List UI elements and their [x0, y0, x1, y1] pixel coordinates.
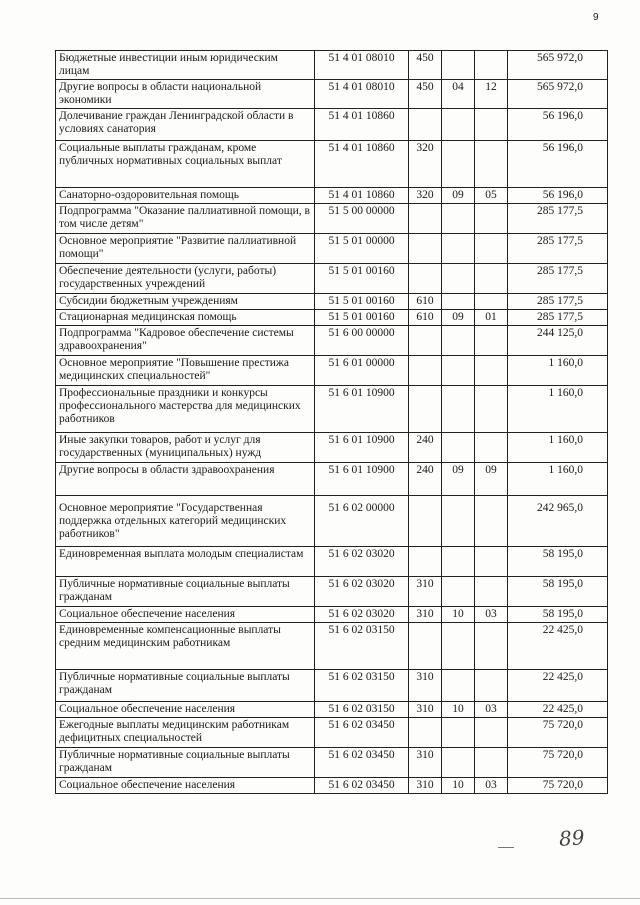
row-name: Стационарная медицинская помощь — [56, 310, 315, 326]
row-section — [442, 496, 475, 547]
table-row — [56, 188, 608, 204]
row-section — [442, 670, 475, 702]
row-name: Подпрограмма "Оказание паллиативной помощи, в том числе детям" — [56, 204, 315, 234]
row-name: Долечивание граждан Ленинградской области в условиях санатория — [56, 109, 315, 141]
row-section — [442, 51, 475, 80]
row-expense-type: 610 — [409, 294, 442, 310]
row-subsection — [475, 356, 508, 386]
page-number: 9 — [593, 12, 599, 23]
row-expense-type — [409, 623, 442, 670]
row-expense-type: 310 — [409, 577, 442, 607]
row-name: Иные закупки товаров, работ и услуг для государственных (муниципальных) нужд — [56, 433, 315, 463]
row-amount: 56 196,0 — [508, 109, 608, 141]
table-row — [56, 748, 608, 778]
row-expense-type — [409, 718, 442, 748]
table-row — [56, 80, 608, 109]
row-subsection: 09 — [475, 463, 508, 496]
row-target-code: 51 4 01 10860 — [315, 141, 409, 188]
row-expense-type — [409, 547, 442, 577]
row-amount: 285 177,5 — [508, 310, 608, 326]
row-target-code: 51 6 02 03150 — [315, 670, 409, 702]
row-amount: 56 196,0 — [508, 188, 608, 204]
row-amount: 75 720,0 — [508, 778, 608, 794]
row-amount: 56 196,0 — [508, 141, 608, 188]
row-expense-type: 310 — [409, 778, 442, 794]
row-section — [442, 718, 475, 748]
row-name: Социальные выплаты гражданам, кроме публичных нормативных социальных выплат — [56, 141, 315, 188]
table-row — [56, 204, 608, 234]
row-expense-type — [409, 356, 442, 386]
table-row — [56, 356, 608, 386]
row-target-code: 51 5 01 00160 — [315, 310, 409, 326]
row-name: Единовременная выплата молодым специалистам — [56, 547, 315, 577]
row-name: Основное мероприятие "Развитие паллиативной помощи" — [56, 234, 315, 264]
row-amount: 244 125,0 — [508, 326, 608, 356]
row-subsection — [475, 496, 508, 547]
table-row — [56, 577, 608, 607]
row-name: Публичные нормативные социальные выплаты гражданам — [56, 670, 315, 702]
row-expense-type — [409, 264, 442, 294]
row-target-code: 51 5 00 00000 — [315, 204, 409, 234]
row-subsection — [475, 577, 508, 607]
table-row — [56, 234, 608, 264]
budget-table — [55, 50, 608, 794]
row-section — [442, 109, 475, 141]
row-amount: 58 195,0 — [508, 607, 608, 623]
row-amount: 1 160,0 — [508, 463, 608, 496]
row-section — [442, 386, 475, 433]
page-bottom-edge — [0, 898, 640, 899]
row-expense-type: 450 — [409, 80, 442, 109]
row-target-code: 51 4 01 10860 — [315, 188, 409, 204]
row-target-code: 51 6 02 03150 — [315, 702, 409, 718]
row-expense-type — [409, 386, 442, 433]
row-amount: 58 195,0 — [508, 547, 608, 577]
row-amount: 285 177,5 — [508, 204, 608, 234]
row-target-code: 51 6 02 00000 — [315, 496, 409, 547]
row-subsection — [475, 109, 508, 141]
row-expense-type — [409, 109, 442, 141]
row-name: Субсидии бюджетным учреждениям — [56, 294, 315, 310]
row-section — [442, 141, 475, 188]
row-name: Бюджетные инвестиции иным юридическим лицам — [56, 51, 315, 80]
row-target-code: 51 5 01 00000 — [315, 234, 409, 264]
row-section: 10 — [442, 607, 475, 623]
row-amount: 75 720,0 — [508, 748, 608, 778]
row-expense-type: 310 — [409, 670, 442, 702]
row-amount: 22 425,0 — [508, 702, 608, 718]
row-subsection — [475, 386, 508, 433]
table-row — [56, 718, 608, 748]
row-name: Публичные нормативные социальные выплаты гражданам — [56, 748, 315, 778]
row-subsection — [475, 51, 508, 80]
row-section: 10 — [442, 778, 475, 794]
table-row — [56, 463, 608, 496]
row-section: 09 — [442, 463, 475, 496]
row-amount: 285 177,5 — [508, 294, 608, 310]
row-target-code: 51 6 01 00000 — [315, 356, 409, 386]
row-target-code: 51 6 02 03450 — [315, 718, 409, 748]
row-section — [442, 204, 475, 234]
table-row — [56, 547, 608, 577]
row-section — [442, 577, 475, 607]
row-amount: 285 177,5 — [508, 264, 608, 294]
row-amount: 285 177,5 — [508, 234, 608, 264]
row-name: Другие вопросы в области здравоохранения — [56, 463, 315, 496]
row-target-code: 51 4 01 08010 — [315, 80, 409, 109]
table-row — [56, 496, 608, 547]
row-name: Социальное обеспечение населения — [56, 778, 315, 794]
row-subsection: 01 — [475, 310, 508, 326]
row-section: 04 — [442, 80, 475, 109]
row-subsection — [475, 547, 508, 577]
row-section — [442, 234, 475, 264]
row-amount: 242 965,0 — [508, 496, 608, 547]
row-subsection: 03 — [475, 778, 508, 794]
row-subsection — [475, 718, 508, 748]
row-expense-type: 320 — [409, 188, 442, 204]
table-row — [56, 326, 608, 356]
row-expense-type: 450 — [409, 51, 442, 80]
row-name: Ежегодные выплаты медицинским работникам дефицитных специальностей — [56, 718, 315, 748]
table-row — [56, 386, 608, 433]
row-expense-type: 310 — [409, 748, 442, 778]
row-section — [442, 748, 475, 778]
row-amount: 1 160,0 — [508, 356, 608, 386]
table-row — [56, 51, 608, 80]
row-target-code: 51 6 02 03450 — [315, 748, 409, 778]
row-section — [442, 264, 475, 294]
row-expense-type — [409, 234, 442, 264]
row-target-code: 51 6 01 10900 — [315, 386, 409, 433]
row-target-code: 51 5 01 00160 — [315, 294, 409, 310]
row-amount: 22 425,0 — [508, 670, 608, 702]
row-subsection — [475, 670, 508, 702]
handwritten-page-mark: 89 — [558, 825, 586, 851]
row-section — [442, 294, 475, 310]
row-subsection — [475, 204, 508, 234]
row-target-code: 51 4 01 08010 — [315, 51, 409, 80]
scan-mark-dash — [498, 847, 514, 848]
row-amount: 58 195,0 — [508, 577, 608, 607]
row-subsection: 12 — [475, 80, 508, 109]
table-row — [56, 294, 608, 310]
row-name: Единовременные компенсационные выплаты средним медицинским работникам — [56, 623, 315, 670]
table-row — [56, 141, 608, 188]
row-subsection — [475, 234, 508, 264]
row-name: Социальное обеспечение населения — [56, 702, 315, 718]
row-subsection — [475, 294, 508, 310]
row-expense-type: 240 — [409, 463, 442, 496]
row-target-code: 51 6 01 10900 — [315, 463, 409, 496]
row-name: Социальное обеспечение населения — [56, 607, 315, 623]
table-row — [56, 264, 608, 294]
table-row — [56, 702, 608, 718]
row-target-code: 51 6 02 03450 — [315, 778, 409, 794]
row-expense-type: 310 — [409, 702, 442, 718]
row-section — [442, 356, 475, 386]
row-amount: 22 425,0 — [508, 623, 608, 670]
row-subsection: 03 — [475, 607, 508, 623]
row-amount: 565 972,0 — [508, 51, 608, 80]
row-name: Профессиональные праздники и конкурсы профессионального мастерства для медицинских работников — [56, 386, 315, 433]
row-name: Основное мероприятие "Повышение престижа медицинских специальностей" — [56, 356, 315, 386]
row-section: 09 — [442, 310, 475, 326]
row-name: Публичные нормативные социальные выплаты гражданам — [56, 577, 315, 607]
row-amount: 75 720,0 — [508, 718, 608, 748]
row-expense-type — [409, 326, 442, 356]
row-expense-type: 240 — [409, 433, 442, 463]
row-subsection — [475, 748, 508, 778]
row-section — [442, 547, 475, 577]
row-target-code: 51 6 01 10900 — [315, 433, 409, 463]
row-target-code: 51 6 02 03020 — [315, 607, 409, 623]
table-row — [56, 310, 608, 326]
row-expense-type — [409, 204, 442, 234]
table-row — [56, 433, 608, 463]
row-target-code: 51 4 01 10860 — [315, 109, 409, 141]
row-name: Санаторно-оздоровительная помощь — [56, 188, 315, 204]
row-section — [442, 433, 475, 463]
row-subsection: 05 — [475, 188, 508, 204]
row-expense-type: 320 — [409, 141, 442, 188]
row-subsection — [475, 623, 508, 670]
row-target-code: 51 6 02 03020 — [315, 547, 409, 577]
row-subsection — [475, 141, 508, 188]
row-expense-type: 610 — [409, 310, 442, 326]
row-amount: 1 160,0 — [508, 433, 608, 463]
table-row — [56, 109, 608, 141]
table-row — [56, 623, 608, 670]
row-amount: 565 972,0 — [508, 80, 608, 109]
row-amount: 1 160,0 — [508, 386, 608, 433]
row-name: Подпрограмма "Кадровое обеспечение системы здравоохранения" — [56, 326, 315, 356]
row-subsection — [475, 264, 508, 294]
table-row — [56, 607, 608, 623]
row-name: Основное мероприятие "Государственная поддержка отдельных категорий медицинских работников" — [56, 496, 315, 547]
table-row — [56, 778, 608, 794]
table-row — [56, 670, 608, 702]
row-subsection — [475, 326, 508, 356]
row-name: Другие вопросы в области национальной экономики — [56, 80, 315, 109]
row-section: 10 — [442, 702, 475, 718]
row-section: 09 — [442, 188, 475, 204]
row-expense-type: 310 — [409, 607, 442, 623]
row-subsection — [475, 433, 508, 463]
row-target-code: 51 6 02 03020 — [315, 577, 409, 607]
row-section — [442, 623, 475, 670]
row-target-code: 51 5 01 00160 — [315, 264, 409, 294]
row-name: Обеспечение деятельности (услуги, работы) государственных учреждений — [56, 264, 315, 294]
row-section — [442, 326, 475, 356]
row-subsection: 03 — [475, 702, 508, 718]
row-expense-type — [409, 496, 442, 547]
row-target-code: 51 6 02 03150 — [315, 623, 409, 670]
row-target-code: 51 6 00 00000 — [315, 326, 409, 356]
